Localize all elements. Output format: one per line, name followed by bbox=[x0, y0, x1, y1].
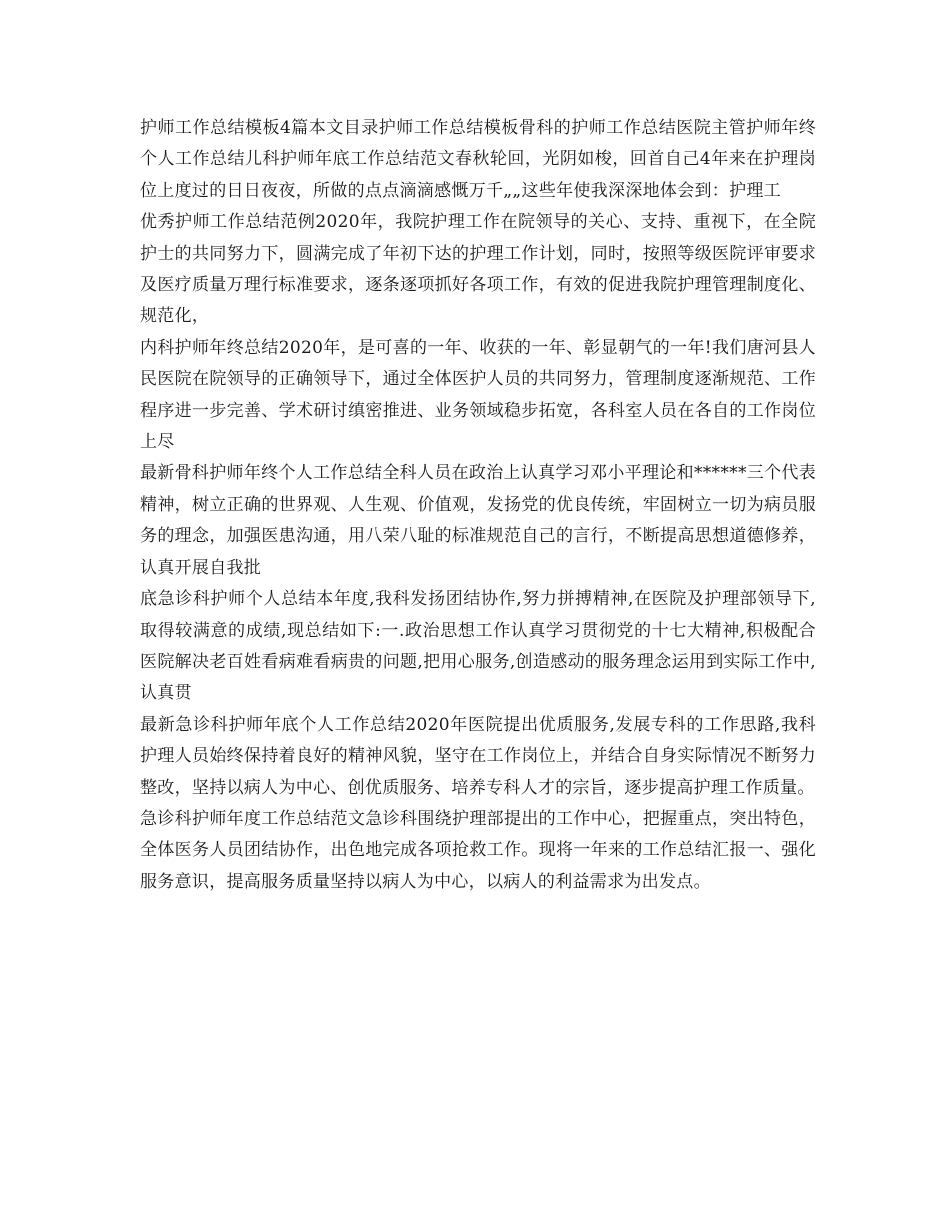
paragraph-7: 急诊科护师年度工作总结范文急诊科围绕护理部提出的工作中心，把握重点，突出特色，全体医务人员团结协作，出色地完成各项抢救工作。现将一年来的工作总结汇报一、强化服务意识，提高服务质量坚持以病人为中心，以病人的利益需求为出发点。 bbox=[140, 808, 816, 892]
document-body bbox=[140, 113, 816, 898]
paragraph-4: 最新骨科护师年终个人工作总结全科人员在政治上认真学习邓小平理论和******三个代表精神，树立正确的世界观、人生观、价值观，发扬党的优良传统，牢固树立一切为病员服务的理念，加强医患沟通，用八荣八耻的标准规范自己的言行，不断提高思想道德修养，认真开展自我批 bbox=[140, 463, 816, 578]
paragraph-1: 护师工作总结模板4篇本文目录护师工作总结模板骨科的护师工作总结医院主管护师年终个人工作总结儿科护师年底工作总结范文春秋轮回，光阴如梭，回首自己4年来在护理岗位上度过的日日夜夜，所做的点点滴滴感慨万千„„这些年使我深深地体会到：护理工 bbox=[140, 118, 816, 201]
paragraph-5: 底急诊科护师个人总结本年度,我科发扬团结协作,努力拼搏精神,在医院及护理部领导下,取得较满意的成绩,现总结如下:一.政治思想工作认真学习贯彻党的十七大精神,积极配合医院解决老百姓看病难看病贵的问题,把用心服务,创造感动的服务理念运用到实际工作中,认真贯 bbox=[140, 589, 816, 704]
paragraph-3: 内科护师年终总结2020年，是可喜的一年、收获的一年、彰显朝气的一年!我们唐河县人民医院在院领导的正确领导下，通过全体医护人员的共同努力，管理制度逐渐规范、工作程序进一步完善、学术研讨缜密推进、业务领域稳步拓宽，各科室人员在各自的工作岗位上尽 bbox=[140, 337, 816, 453]
paragraph-2: 优秀护师工作总结范例2020年，我院护理工作在院领导的关心、支持、重视下，在全院护士的共同努力下，圆满完成了年初下达的护理工作计划，同时，按照等级医院评审要求及医疗质量万理行标准要求，逐条逐项抓好各项工作，有效的促进我院护理管理制度化、规范化， bbox=[140, 212, 816, 327]
paragraph-6: 最新急诊科护师年底个人工作总结2020年医院提出优质服务,发展专科的工作思路,我科护理人员始终保持着良好的精神风貌，坚守在工作岗位上，并结合自身实际情况不断努力整改，坚持以病人为中心、创优质服务、培养专科人才的宗旨，逐步提高护理工作质量。 bbox=[140, 714, 816, 798]
